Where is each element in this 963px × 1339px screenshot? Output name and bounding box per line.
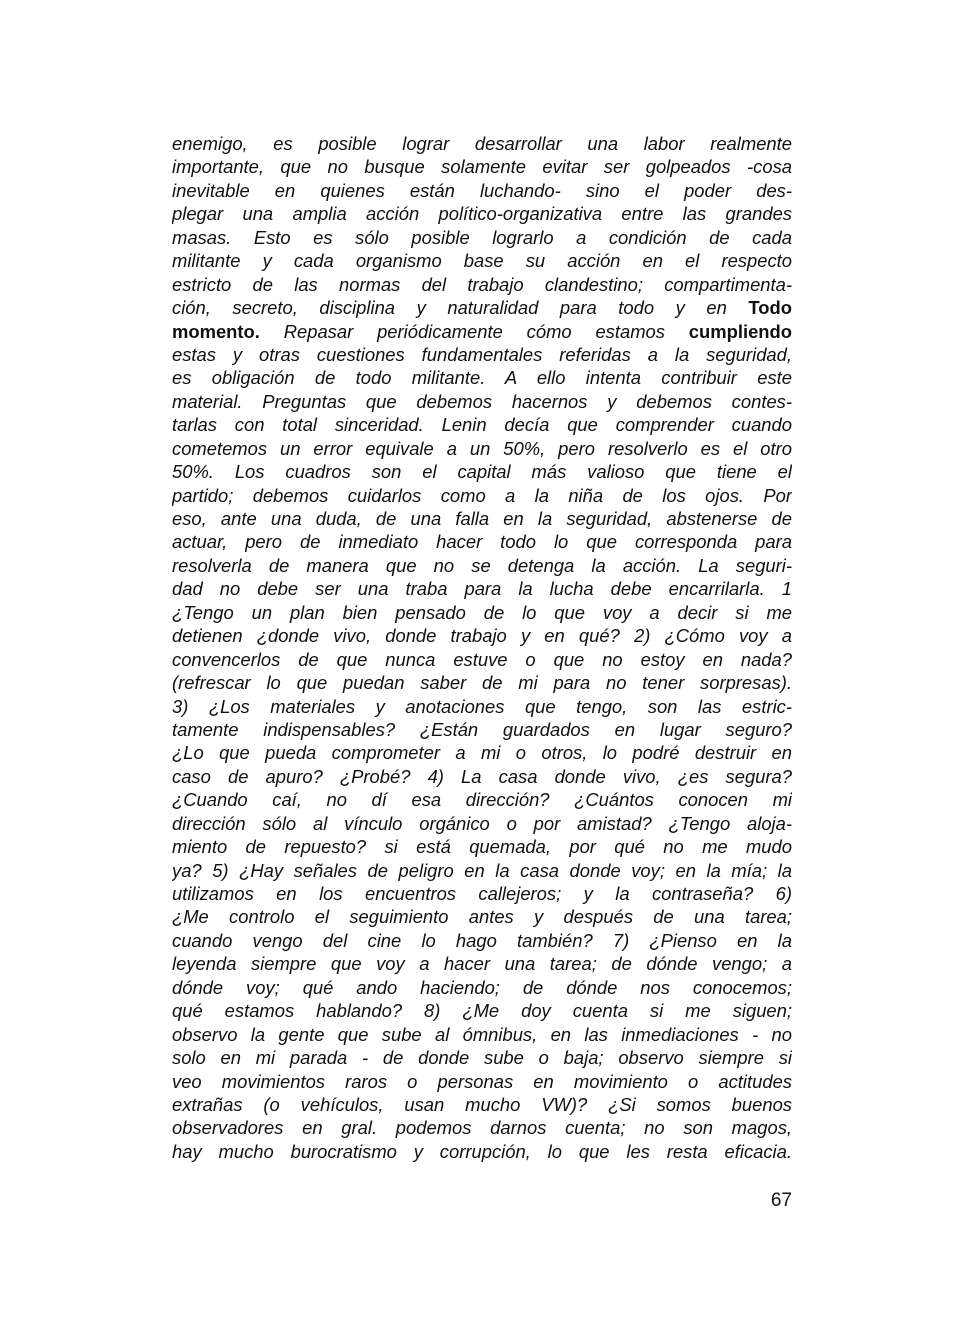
text-line <box>172 132 792 155</box>
text-segment: ción, secreto, disciplina y naturalidad para todo y en <box>172 297 749 319</box>
text-segment: 50%. Los cuadros son el capital más valioso que tiene el <box>172 461 792 483</box>
text-line <box>172 1070 792 1093</box>
text-line <box>172 577 792 600</box>
text-segment: utilizamos en los encuentros callejeros; y la contraseña? 6) <box>172 883 792 904</box>
text-line <box>172 507 792 530</box>
text-line <box>172 1023 792 1046</box>
text-line <box>172 718 792 741</box>
text-segment: ¿Me controlo el seguimiento antes y después de una tarea; <box>172 906 792 928</box>
text-line <box>172 460 792 483</box>
text-segment: qué estamos hablando? 8) ¿Me doy cuenta si me siguen; <box>172 1000 792 1022</box>
text-segment: actuar, pero de inmediato hacer todo lo que corresponda para <box>172 531 792 553</box>
text-segment: observadores en gral. podemos darnos cuenta; no son magos, <box>172 1117 792 1139</box>
text-line <box>172 320 792 343</box>
text-segment: estricto de las normas del trabajo clandestino; compartimenta- <box>172 273 792 295</box>
text-segment: importante, que no busque solamente evitar ser golpeados -cosa <box>172 156 792 178</box>
text-segment: estas y otras cuestiones fundamentales referidas a la seguridad, <box>172 343 792 365</box>
text-line <box>172 859 792 882</box>
text-segment: tamente indispensables? ¿Están guardados en lugar seguro? <box>172 718 792 740</box>
text-line <box>172 741 792 764</box>
text-line <box>172 1046 792 1069</box>
text-line <box>172 530 792 553</box>
text-line <box>172 812 792 835</box>
text-line <box>172 976 792 999</box>
text-segment: eso, ante una duda, de una falla en la seguridad, abstenerse de <box>172 508 792 529</box>
text-segment: ya? 5) ¿Hay señales de peligro en la casa donde voy; en la mía; la <box>172 859 792 881</box>
text-segment: hay mucho burocratismo y corrupción, lo que les resta eficacia. <box>172 1140 792 1162</box>
text-segment: observo la gente que sube al ómnibus, en las inmediaciones - no <box>172 1023 792 1045</box>
text-line <box>172 273 792 296</box>
text-segment: ¿Tengo un plan bien pensado de lo que voy a decir si me <box>172 601 792 623</box>
text-line <box>172 1093 792 1116</box>
text-segment: cuando vengo del cine lo hago también? 7) ¿Pienso en la <box>172 929 792 951</box>
text-segment: solo en mi parada - de donde sube o baja; observo siempre si <box>172 1047 792 1069</box>
text-line <box>172 1116 792 1139</box>
text-segment: dirección sólo al vínculo orgánico o por amistad? ¿Tengo aloja- <box>172 812 792 834</box>
text-line <box>172 765 792 788</box>
text-segment: partido; debemos cuidarlos como a la niña de los ojos. Por <box>172 484 792 506</box>
text-line <box>172 390 792 413</box>
text-line <box>172 554 792 577</box>
text-segment: extrañas (o vehículos, usan mucho VW)? ¿Si somos buenos <box>172 1093 792 1115</box>
text-line <box>172 671 792 694</box>
text-line <box>172 484 792 507</box>
text-segment: material. Preguntas que debemos hacernos y debemos contes- <box>172 390 792 412</box>
page-number: 67 <box>770 1190 792 1211</box>
text-segment: 3) ¿Los materiales y anotaciones que tengo, son las estric- <box>172 695 792 717</box>
text-segment: ¿Cuando caí, no dí esa dirección? ¿Cuántos conocen mi <box>172 789 792 811</box>
text-line <box>172 366 792 389</box>
bold-text: cumpliendo <box>688 320 792 342</box>
text-line <box>172 788 792 811</box>
text-segment: convencerlos de que nunca estuve o que no estoy en nada? <box>172 648 792 670</box>
body-text <box>172 132 792 1163</box>
text-line <box>172 296 792 319</box>
text-line <box>172 437 792 460</box>
bold-text: Todo <box>748 297 792 319</box>
text-line <box>172 202 792 225</box>
text-line <box>172 835 792 858</box>
text-line <box>172 155 792 178</box>
text-line <box>172 695 792 718</box>
bold-text: momento. <box>172 320 260 342</box>
text-segment: (refrescar lo que puedan saber de mi para no tener sorpresas). <box>172 672 792 694</box>
text-segment: veo movimientos raros o personas en movimiento o actitudes <box>172 1070 792 1092</box>
text-segment: enemigo, es posible lograr desarrollar una labor realmente <box>172 133 792 154</box>
text-segment: miento de repuesto? si está quemada, por qué no me mudo <box>172 836 792 858</box>
text-segment: tarlas con total sinceridad. Lenin decía que comprender cuando <box>172 414 792 436</box>
text-line <box>172 226 792 249</box>
text-line <box>172 249 792 272</box>
text-line <box>172 179 792 202</box>
text-line <box>172 882 792 905</box>
text-line <box>172 999 792 1022</box>
text-segment: ¿Lo que pueda comprometer a mi o otros, lo podré destruir en <box>172 742 792 764</box>
text-line <box>172 905 792 928</box>
text-segment: resolverla de manera que no se detenga la acción. La seguri- <box>172 554 792 576</box>
text-segment: plegar una amplia acción político-organizativa entre las grandes <box>172 203 792 225</box>
text-line <box>172 952 792 975</box>
text-segment: dad no debe ser una traba para la lucha debe encarrilarla. 1 <box>172 578 792 600</box>
text-line <box>172 1140 792 1163</box>
text-line <box>172 343 792 366</box>
text-segment: Repasar periódicamente cómo estamos <box>259 320 689 342</box>
text-segment: leyenda siempre que voy a hacer una tarea; de dónde vengo; a <box>172 953 792 975</box>
text-segment: masas. Esto es sólo posible lograrlo a condición de cada <box>172 226 792 248</box>
text-line <box>172 413 792 436</box>
text-segment: cometemos un error equivale a un 50%, pero resolverlo es el otro <box>172 437 792 459</box>
text-line <box>172 648 792 671</box>
text-line <box>172 601 792 624</box>
text-segment: caso de apuro? ¿Probé? 4) La casa donde vivo, ¿es segura? <box>172 765 792 787</box>
text-segment: es obligación de todo militante. A ello intenta contribuir este <box>172 367 792 389</box>
text-line <box>172 929 792 952</box>
text-segment: inevitable en quienes están luchando- sino el poder des- <box>172 179 792 201</box>
text-segment: detienen ¿donde vivo, donde trabajo y en qué? 2) ¿Cómo voy a <box>172 625 792 647</box>
text-segment: militante y cada organismo base su acción en el respecto <box>172 250 792 272</box>
text-line <box>172 624 792 647</box>
text-segment: dónde voy; qué ando haciendo; de dónde nos conocemos; <box>172 976 792 998</box>
